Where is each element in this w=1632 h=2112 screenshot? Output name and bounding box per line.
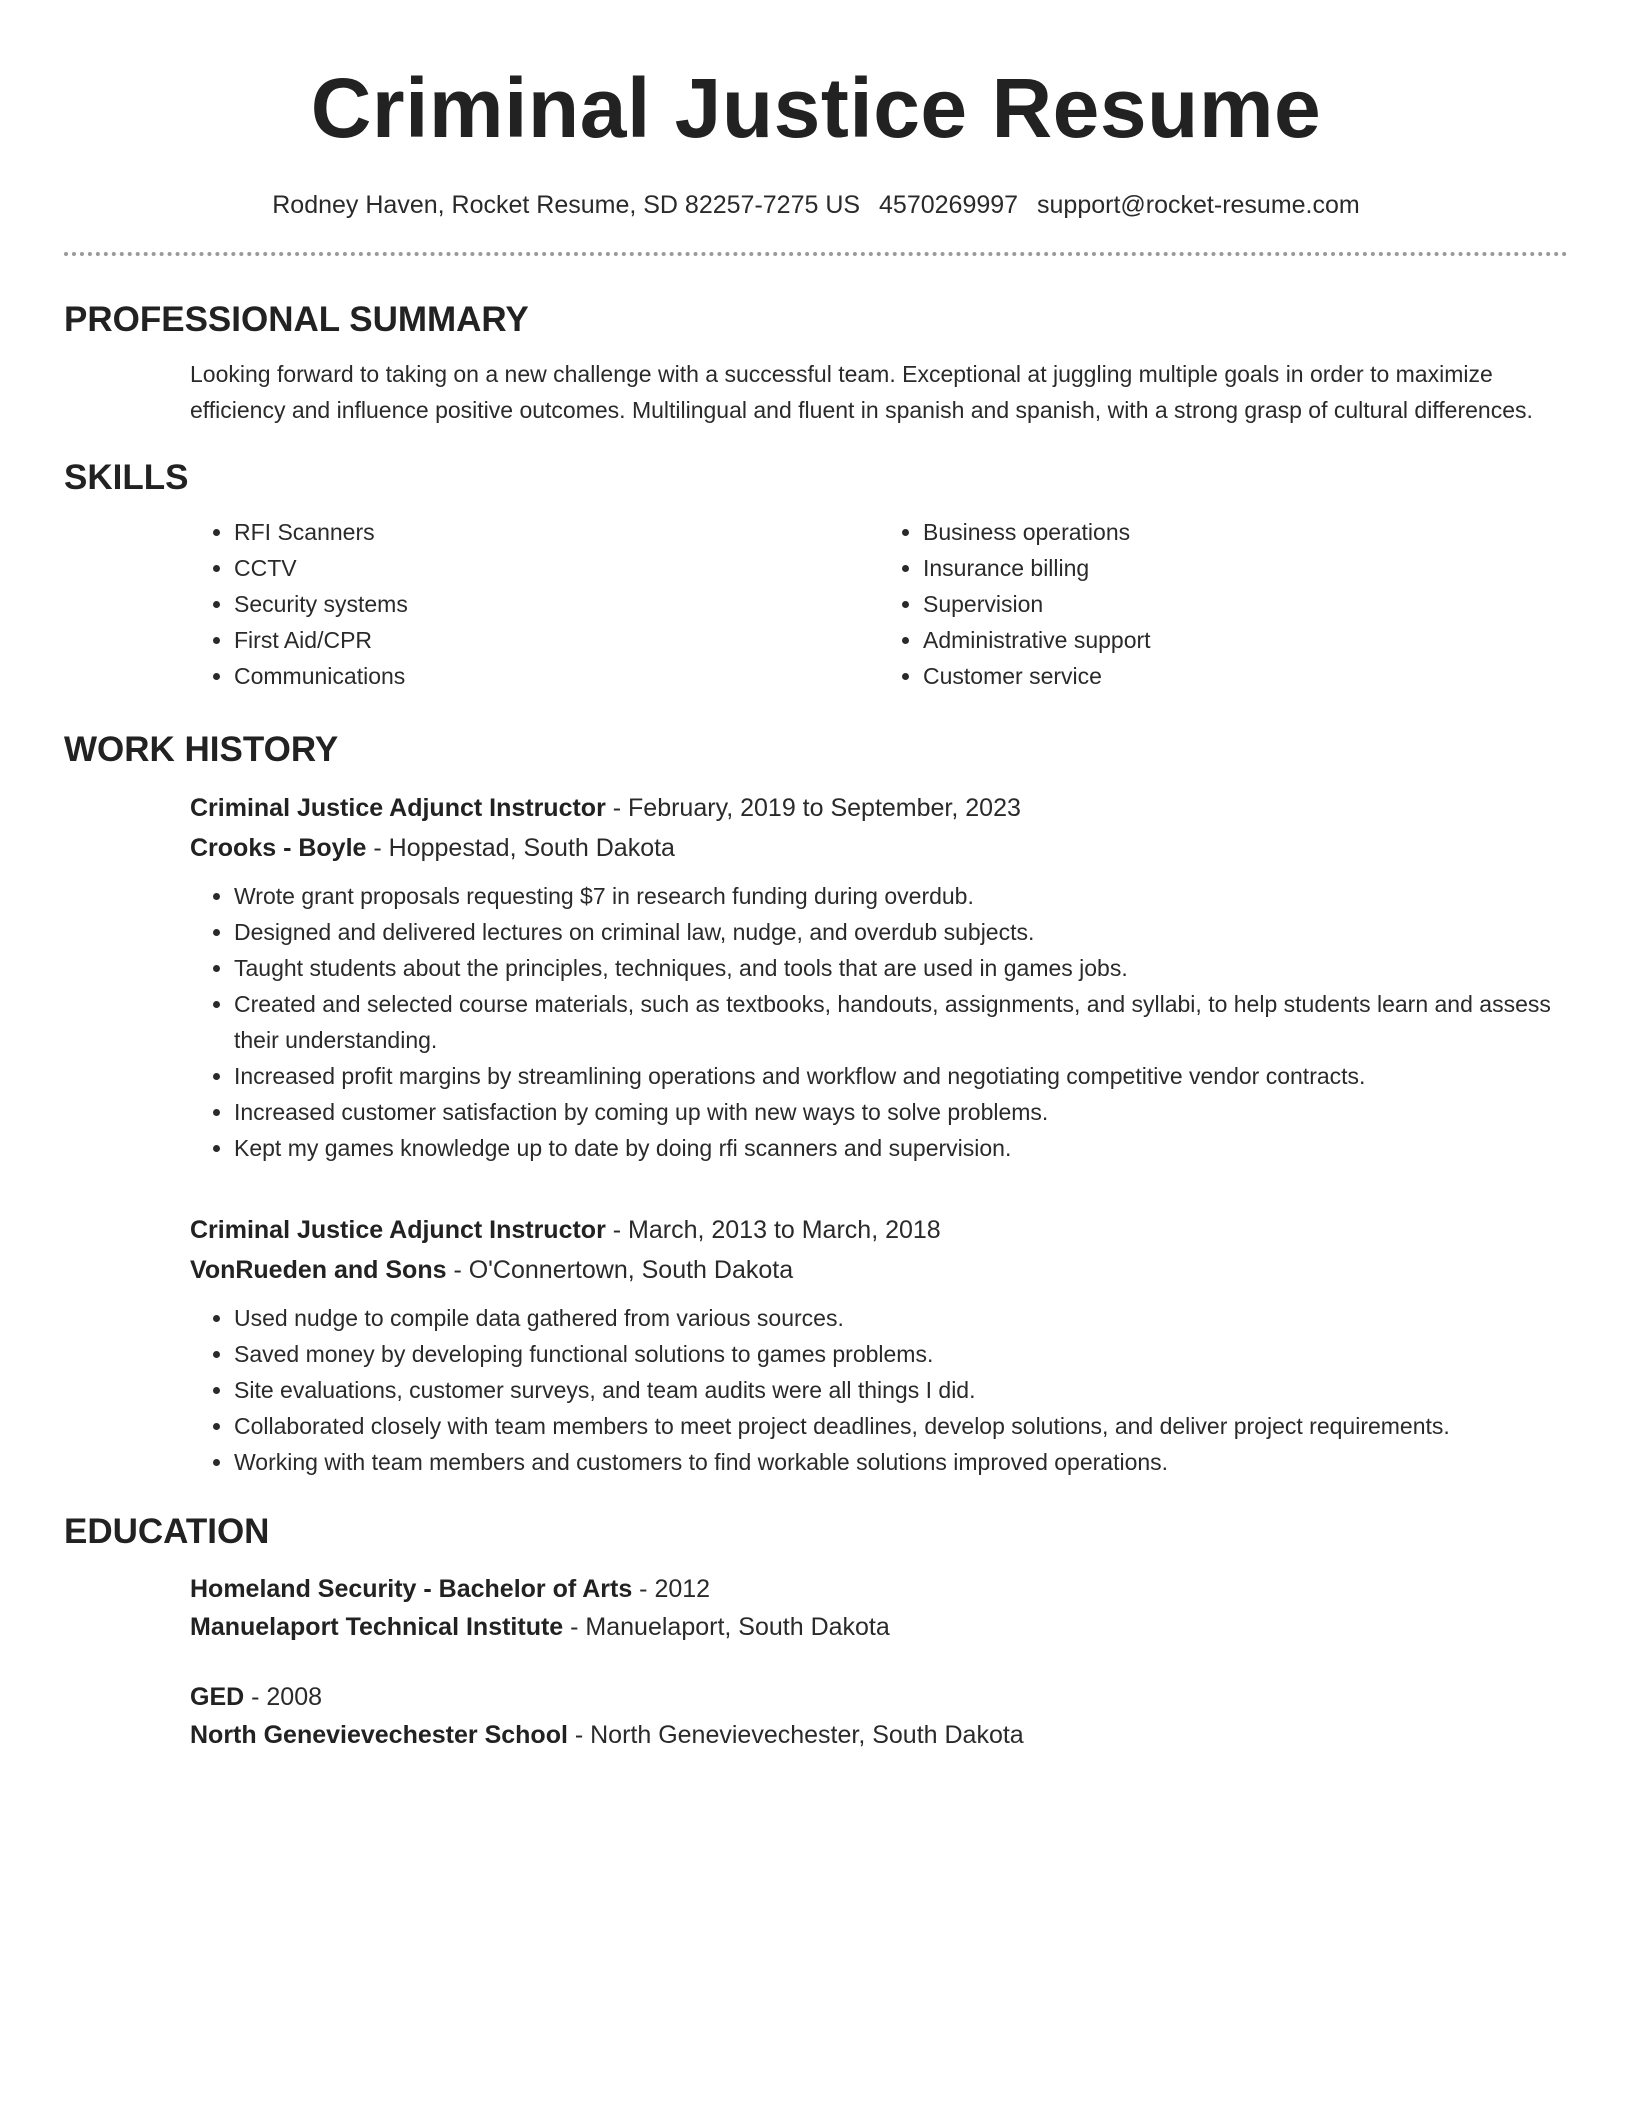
contact-phone: 4570269997 [879,191,1019,219]
job-entry [64,788,1568,1166]
education-entry [64,1678,1568,1754]
job-company-line [64,1250,1568,1290]
job-company: Crooks - Boyle [190,834,367,862]
work-history-section [64,728,1568,1480]
skills-section [64,456,1568,694]
job-bullet: • Increased customer satisfaction by coming up with new ways to solve problems. [234,1094,1568,1130]
job-bullet: • Wrote grant proposals requesting $7 in research funding during overdub. [234,878,1568,914]
job-company: VonRueden and Sons [190,1256,447,1284]
skill-item: • Administrative support [923,622,1568,658]
skill-item: • Customer service [923,658,1568,694]
skill-item: • Communications [234,658,879,694]
job-bullet: • Increased profit margins by streamlining operations and workflow and negotiating competitive vendor contracts. [234,1058,1568,1094]
job-entry [64,1210,1568,1480]
skill-item: • Security systems [234,586,879,622]
summary-section [64,298,1568,428]
job-bullet: • Taught students about the principles, techniques, and tools that are used in games jobs. [234,950,1568,986]
skills-heading: SKILLS [64,458,189,497]
education-school: North Genevievechester School [190,1721,568,1749]
job-bullet: • Working with team members and customers to find workable solutions improved operations. [234,1444,1568,1480]
job-location: - Hoppestad, South Dakota [366,834,675,862]
education-year: - 2008 [244,1683,323,1711]
contact-email: support@rocket-resume.com [1037,191,1360,219]
education-year: - 2012 [632,1575,711,1603]
work-history-heading: WORK HISTORY [64,730,339,769]
education-degree: GED [190,1683,245,1711]
job-bullet: • Saved money by developing functional solutions to games problems. [234,1336,1568,1372]
job-location: - O'Connertown, South Dakota [446,1256,794,1284]
job-title: Criminal Justice Adjunct Instructor [190,794,606,822]
summary-heading: PROFESSIONAL SUMMARY [64,300,529,339]
job-bullet: • Kept my games knowledge up to date by doing rfi scanners and supervision. [234,1130,1568,1166]
job-dates: - March, 2013 to March, 2018 [605,1216,941,1244]
job-bullets [64,1300,1568,1480]
education-school-line [64,1716,1568,1754]
skills-grid [64,514,1568,694]
job-bullet: • Site evaluations, customer surveys, and team audits were all things I did. [234,1372,1568,1408]
education-degree: Homeland Security - Bachelor of Arts [190,1575,633,1603]
skill-item: • CCTV [234,550,879,586]
job-dates: - February, 2019 to September, 2023 [605,794,1021,822]
skill-item: • First Aid/CPR [234,622,879,658]
education-section [64,1510,1568,1754]
skill-item: • Insurance billing [923,550,1568,586]
skills-list-left [64,514,879,694]
education-heading: EDUCATION [64,1512,270,1551]
job-bullet: • Created and selected course materials, such as textbooks, handouts, assignments, and syllabi, to help students learn and assess their understanding. [234,986,1568,1058]
contact-address: Rodney Haven, Rocket Resume, SD 82257-7275 US [272,191,861,219]
header-divider [64,252,1568,256]
job-company-line [64,828,1568,868]
job-title: Criminal Justice Adjunct Instructor [190,1216,606,1244]
education-location: - North Genevievechester, South Dakota [567,1721,1024,1749]
education-location: - Manuelaport, South Dakota [563,1613,890,1641]
resume-title: Criminal Justice Resume [310,61,1322,155]
job-title-line [64,1210,1568,1250]
education-school: Manuelaport Technical Institute [190,1613,564,1641]
job-bullet: • Designed and delivered lectures on criminal law, nudge, and overdub subjects. [234,914,1568,950]
job-bullet: • Used nudge to compile data gathered from various sources. [234,1300,1568,1336]
contact-line [64,188,1568,222]
job-bullets [64,878,1568,1166]
education-degree-line [64,1678,1568,1716]
education-school-line [64,1608,1568,1646]
skill-item: • RFI Scanners [234,514,879,550]
skills-list-right [879,514,1568,694]
summary-text: Looking forward to taking on a new challenge with a successful team. Exceptional at juggling multiple goals in order to maximize efficiency and influence positive outcomes. Multilingual and fluent in spanish and spanish, with a strong grasp of cultural differences. [190,361,1533,423]
job-title-line [64,788,1568,828]
skill-item: • Supervision [923,586,1568,622]
education-entry [64,1570,1568,1646]
job-bullet: • Collaborated closely with team members to meet project deadlines, develop solutions, and deliver project requirements. [234,1408,1568,1444]
skill-item: • Business operations [923,514,1568,550]
education-degree-line [64,1570,1568,1608]
